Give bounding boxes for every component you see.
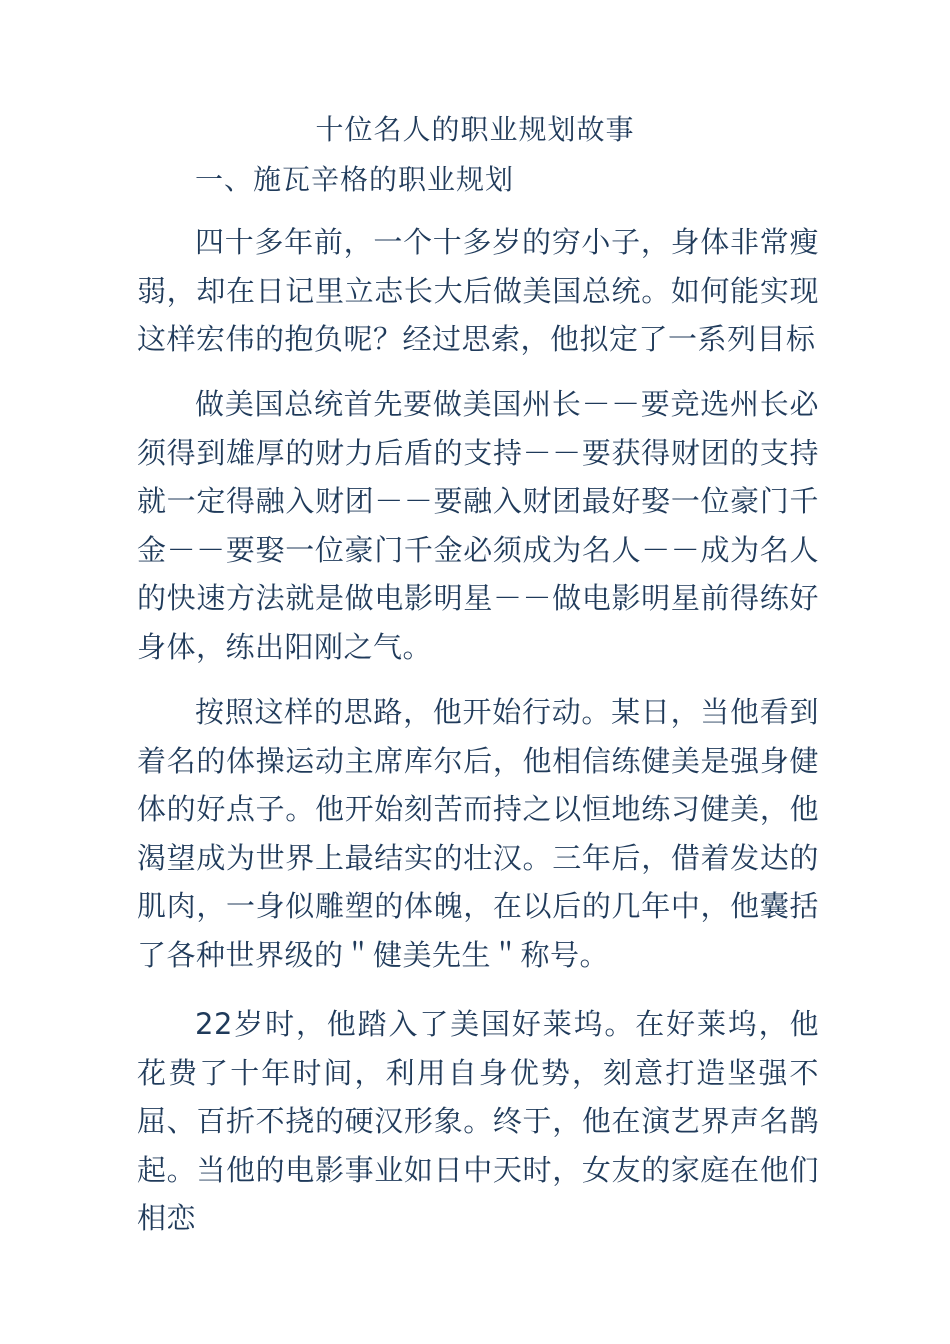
paragraph-2: 做美国总统首先要做美国州长－－要竞选州长必须得到雄厚的财力后盾的支持－－要获得财团的支持就一定得融入财团－－要融入财团最好娶一位豪门千金－－要娶一位豪门千金必须成为名人－－成为名人的快速方法就是做电影明星－－做电影明星前得练好身体，练出阳刚之气。 <box>137 387 819 664</box>
document-title: 十位名人的职业规划故事 <box>315 113 635 146</box>
paragraph-4: 22岁时，他踏入了美国好莱坞。在好莱坞，他花费了十年时间，利用自身优势，刻意打造坚强不屈、百折不挠的硬汉形象。终于，他在演艺界声名鹊起。当他的电影事业如日中天时，女友的家庭在他们相恋 <box>137 1007 819 1235</box>
paragraph-3: 按照这样的思路，他开始行动。某日，当他看到着名的体操运动主席库尔后，他相信练健美是强身健体的好点子。他开始刻苦而持之以恒地练习健美，他渴望成为世界上最结实的壮汉。三年后，借着发达的肌肉，一身似雕塑的体魄，在以后的几年中，他囊括了各种世界级的＂健美先生＂称号。 <box>137 695 819 972</box>
section-heading: 一、施瓦辛格的职业规划 <box>195 163 515 196</box>
paragraph-1: 四十多年前，一个十多岁的穷小子，身体非常瘦弱，却在日记里立志长大后做美国总统。如何能实现这样宏伟的抱负呢？经过思索，他拟定了一系列目标 <box>137 225 819 356</box>
